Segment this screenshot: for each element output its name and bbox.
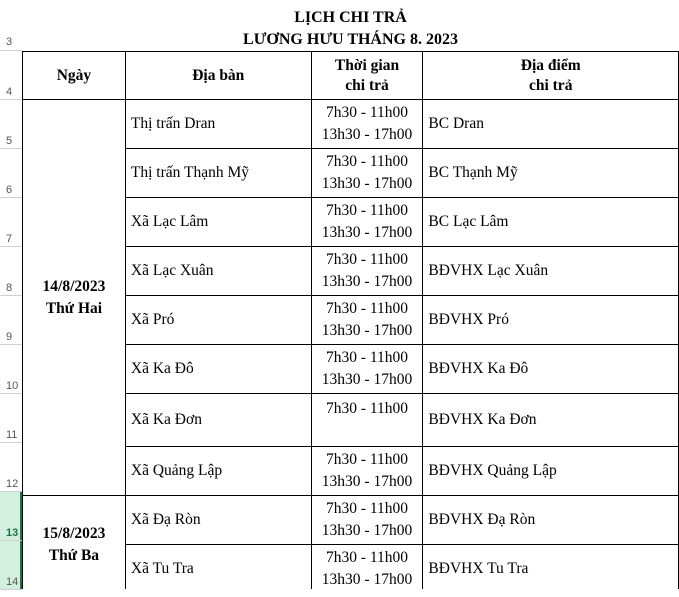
payment-schedule-table bbox=[22, 51, 679, 594]
area-cell[interactable]: Thị trấn Dran bbox=[125, 100, 311, 149]
area-cell[interactable]: Xã Ka Đơn bbox=[125, 394, 311, 447]
time-cell[interactable] bbox=[311, 100, 423, 149]
place-cell[interactable]: BĐVHX Lạc Xuân bbox=[423, 247, 679, 296]
place-cell[interactable]: BC Lạc Lâm bbox=[423, 198, 679, 247]
time-cell[interactable] bbox=[311, 496, 423, 545]
area-cell[interactable]: Xã Quảng Lập bbox=[125, 447, 311, 496]
time-morning: 7h30 - 11h00 bbox=[325, 549, 409, 566]
time-cell[interactable] bbox=[311, 394, 423, 447]
row-number[interactable]: 11 bbox=[6, 429, 18, 441]
area-cell[interactable]: Xã Pró bbox=[125, 296, 311, 345]
place-cell[interactable]: BĐVHX Ka Đơn bbox=[423, 394, 679, 447]
time-cell[interactable] bbox=[311, 545, 423, 594]
time-cell[interactable] bbox=[311, 447, 423, 496]
row-number[interactable]: 10 bbox=[6, 380, 19, 392]
header-time[interactable] bbox=[311, 52, 423, 100]
date-cell[interactable] bbox=[23, 496, 126, 594]
title-line-1: LỊCH CHI TRẢ bbox=[294, 9, 407, 26]
row-number[interactable]: 3 bbox=[6, 36, 13, 48]
row-number[interactable]: 6 bbox=[6, 184, 13, 196]
time-afternoon: 13h30 - 17h00 bbox=[321, 571, 413, 588]
header-time-line2: chi trả bbox=[345, 76, 389, 94]
time-afternoon: 13h30 - 17h00 bbox=[321, 322, 413, 339]
time-morning: 7h30 - 11h00 bbox=[325, 349, 409, 366]
date-cell[interactable] bbox=[23, 100, 126, 496]
time-cell[interactable] bbox=[311, 345, 423, 394]
row-number[interactable]: 9 bbox=[6, 331, 13, 343]
row-number[interactable]: 14 bbox=[6, 576, 19, 588]
blank-row bbox=[22, 589, 679, 597]
area-cell[interactable]: Xã Ka Đô bbox=[125, 345, 311, 394]
row-number[interactable]: 7 bbox=[6, 233, 13, 245]
time-morning: 7h30 - 11h00 bbox=[325, 400, 409, 417]
time-cell[interactable] bbox=[311, 296, 423, 345]
place-cell[interactable]: BĐVHX Đạ Ròn bbox=[423, 496, 679, 545]
time-morning: 7h30 - 11h00 bbox=[325, 251, 409, 268]
header-time-line1: Thời gian bbox=[334, 56, 400, 74]
time-morning: 7h30 - 11h00 bbox=[325, 451, 409, 468]
time-cell[interactable] bbox=[311, 149, 423, 198]
row-number[interactable]: 5 bbox=[6, 135, 13, 147]
time-afternoon: 13h30 - 17h00 bbox=[321, 371, 413, 388]
row-number[interactable]: 4 bbox=[6, 86, 13, 98]
area-cell[interactable]: Xã Đạ Ròn bbox=[125, 496, 311, 545]
place-cell[interactable]: BĐVHX Ka Đô bbox=[423, 345, 679, 394]
header-place-line1: Địa điểm bbox=[520, 56, 581, 74]
time-morning: 7h30 - 11h00 bbox=[325, 202, 409, 219]
time-morning: 7h30 - 11h00 bbox=[325, 300, 409, 317]
area-cell[interactable]: Xã Tu Tra bbox=[125, 545, 311, 594]
area-cell[interactable]: Xã Lạc Xuân bbox=[125, 247, 311, 296]
time-afternoon: 13h30 - 17h00 bbox=[321, 273, 413, 290]
date-value: 14/8/2023 bbox=[42, 277, 106, 295]
time-morning: 7h30 - 11h00 bbox=[325, 104, 409, 121]
spreadsheet-area bbox=[22, 0, 679, 597]
place-cell[interactable]: BC Dran bbox=[423, 100, 679, 149]
place-cell[interactable]: BĐVHX Quảng Lập bbox=[423, 447, 679, 496]
title-line-2: LƯƠNG HƯU THÁNG 8. 2023 bbox=[243, 31, 458, 48]
area-cell[interactable]: Thị trấn Thạnh Mỹ bbox=[125, 149, 311, 198]
row-number-gutter bbox=[0, 0, 22, 597]
time-afternoon: 13h30 - 17h00 bbox=[321, 126, 413, 143]
time-afternoon: 13h30 - 17h00 bbox=[321, 522, 413, 539]
header-place[interactable] bbox=[423, 52, 679, 100]
row-number[interactable]: 8 bbox=[6, 282, 13, 294]
time-afternoon: 13h30 - 17h00 bbox=[321, 175, 413, 192]
row-number-active[interactable]: 13 bbox=[6, 527, 19, 539]
place-cell[interactable]: BĐVHX Tu Tra bbox=[423, 545, 679, 594]
time-afternoon: 13h30 - 17h00 bbox=[321, 224, 413, 241]
date-value: 15/8/2023 bbox=[42, 524, 106, 542]
header-date[interactable]: Ngày bbox=[23, 52, 126, 100]
time-cell[interactable] bbox=[311, 198, 423, 247]
time-cell[interactable] bbox=[311, 247, 423, 296]
time-morning: 7h30 - 11h00 bbox=[325, 500, 409, 517]
time-afternoon: 13h30 - 17h00 bbox=[321, 473, 413, 490]
place-cell[interactable]: BĐVHX Pró bbox=[423, 296, 679, 345]
header-area[interactable]: Địa bàn bbox=[125, 52, 311, 100]
place-cell[interactable]: BC Thạnh Mỹ bbox=[423, 149, 679, 198]
area-cell[interactable]: Xã Lạc Lâm bbox=[125, 198, 311, 247]
row-number[interactable]: 12 bbox=[6, 478, 19, 490]
weekday-value: Thứ Ba bbox=[48, 546, 100, 564]
time-morning: 7h30 - 11h00 bbox=[325, 153, 409, 170]
weekday-value: Thứ Hai bbox=[45, 299, 103, 317]
header-place-line2: chi trả bbox=[528, 76, 573, 94]
